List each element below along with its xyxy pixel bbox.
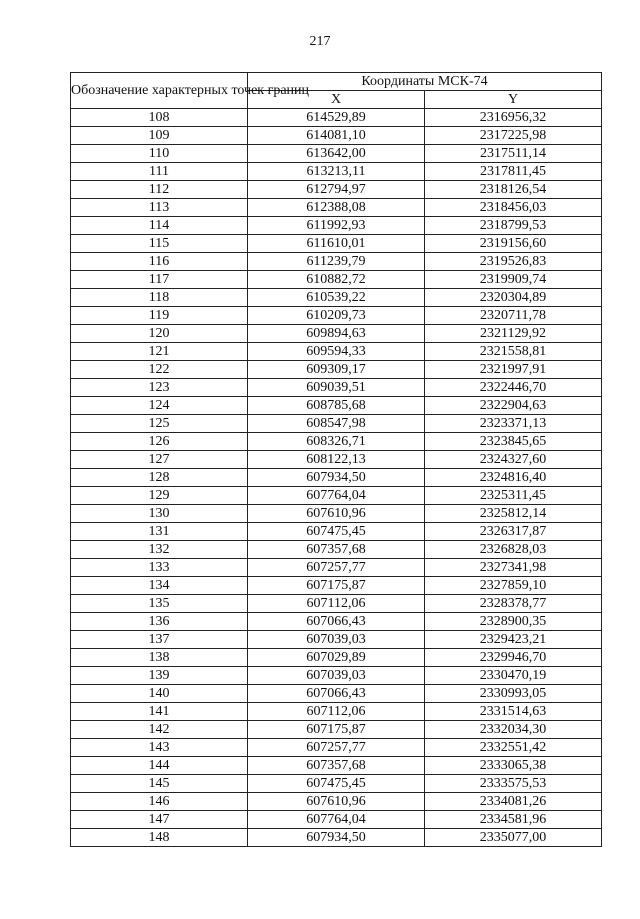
cell-x: 607357,68 bbox=[248, 541, 425, 559]
cell-x: 607112,06 bbox=[248, 595, 425, 613]
cell-x: 607066,43 bbox=[248, 613, 425, 631]
cell-y: 2325812,14 bbox=[425, 505, 602, 523]
table-row bbox=[71, 109, 602, 127]
cell-point: 135 bbox=[71, 595, 248, 613]
cell-point: 115 bbox=[71, 235, 248, 253]
cell-y: 2324816,40 bbox=[425, 469, 602, 487]
cell-point: 120 bbox=[71, 325, 248, 343]
cell-y: 2322446,70 bbox=[425, 379, 602, 397]
cell-x: 608785,68 bbox=[248, 397, 425, 415]
cell-point: 127 bbox=[71, 451, 248, 469]
cell-point: 125 bbox=[71, 415, 248, 433]
cell-x: 613213,11 bbox=[248, 163, 425, 181]
cell-point: 140 bbox=[71, 685, 248, 703]
cell-point: 110 bbox=[71, 145, 248, 163]
table-body bbox=[71, 109, 602, 847]
table-row bbox=[71, 793, 602, 811]
table-row bbox=[71, 541, 602, 559]
cell-point: 137 bbox=[71, 631, 248, 649]
cell-x: 609894,63 bbox=[248, 325, 425, 343]
cell-point: 108 bbox=[71, 109, 248, 127]
cell-x: 609594,33 bbox=[248, 343, 425, 361]
cell-point: 134 bbox=[71, 577, 248, 595]
cell-point: 113 bbox=[71, 199, 248, 217]
cell-point: 145 bbox=[71, 775, 248, 793]
cell-point: 126 bbox=[71, 433, 248, 451]
cell-y: 2324327,60 bbox=[425, 451, 602, 469]
cell-point: 114 bbox=[71, 217, 248, 235]
table-row bbox=[71, 829, 602, 847]
cell-y: 2330470,19 bbox=[425, 667, 602, 685]
header-y: Y bbox=[425, 91, 602, 109]
cell-y: 2327341,98 bbox=[425, 559, 602, 577]
cell-point: 118 bbox=[71, 289, 248, 307]
cell-point: 116 bbox=[71, 253, 248, 271]
table-row bbox=[71, 451, 602, 469]
cell-x: 607175,87 bbox=[248, 577, 425, 595]
cell-y: 2321558,81 bbox=[425, 343, 602, 361]
header-point-designation: Обозначение характерных точек границ bbox=[71, 73, 248, 109]
table-row bbox=[71, 379, 602, 397]
cell-x: 607610,96 bbox=[248, 793, 425, 811]
cell-y: 2321129,92 bbox=[425, 325, 602, 343]
table-row bbox=[71, 811, 602, 829]
cell-y: 2323371,13 bbox=[425, 415, 602, 433]
cell-x: 613642,00 bbox=[248, 145, 425, 163]
page-number: 217 bbox=[309, 34, 331, 49]
table-row bbox=[71, 433, 602, 451]
cell-y: 2317811,45 bbox=[425, 163, 602, 181]
cell-y: 2316956,32 bbox=[425, 109, 602, 127]
cell-y: 2318456,03 bbox=[425, 199, 602, 217]
table-row bbox=[71, 469, 602, 487]
cell-point: 112 bbox=[71, 181, 248, 199]
table-row bbox=[71, 505, 602, 523]
cell-point: 117 bbox=[71, 271, 248, 289]
cell-x: 610209,73 bbox=[248, 307, 425, 325]
cell-point: 122 bbox=[71, 361, 248, 379]
cell-y: 2326828,03 bbox=[425, 541, 602, 559]
cell-y: 2333065,38 bbox=[425, 757, 602, 775]
cell-point: 142 bbox=[71, 721, 248, 739]
cell-point: 121 bbox=[71, 343, 248, 361]
table-row bbox=[71, 235, 602, 253]
cell-x: 612794,97 bbox=[248, 181, 425, 199]
cell-point: 146 bbox=[71, 793, 248, 811]
table-row bbox=[71, 199, 602, 217]
cell-y: 2318126,54 bbox=[425, 181, 602, 199]
cell-point: 123 bbox=[71, 379, 248, 397]
table-row bbox=[71, 613, 602, 631]
table-row bbox=[71, 703, 602, 721]
table-row bbox=[71, 739, 602, 757]
cell-x: 607257,77 bbox=[248, 739, 425, 757]
cell-x: 614081,10 bbox=[248, 127, 425, 145]
table-row bbox=[71, 181, 602, 199]
cell-x: 611610,01 bbox=[248, 235, 425, 253]
table-row bbox=[71, 325, 602, 343]
cell-point: 143 bbox=[71, 739, 248, 757]
table-row bbox=[71, 523, 602, 541]
cell-y: 2318799,53 bbox=[425, 217, 602, 235]
cell-y: 2322904,63 bbox=[425, 397, 602, 415]
table-row bbox=[71, 415, 602, 433]
cell-point: 144 bbox=[71, 757, 248, 775]
cell-x: 608122,13 bbox=[248, 451, 425, 469]
cell-point: 109 bbox=[71, 127, 248, 145]
table-row bbox=[71, 127, 602, 145]
cell-y: 2319156,60 bbox=[425, 235, 602, 253]
table-row bbox=[71, 271, 602, 289]
cell-point: 128 bbox=[71, 469, 248, 487]
cell-y: 2317511,14 bbox=[425, 145, 602, 163]
cell-y: 2329423,21 bbox=[425, 631, 602, 649]
cell-x: 607475,45 bbox=[248, 775, 425, 793]
cell-y: 2327859,10 bbox=[425, 577, 602, 595]
cell-point: 148 bbox=[71, 829, 248, 847]
cell-x: 607357,68 bbox=[248, 757, 425, 775]
cell-x: 607475,45 bbox=[248, 523, 425, 541]
table-row bbox=[71, 577, 602, 595]
cell-x: 614529,89 bbox=[248, 109, 425, 127]
table-row bbox=[71, 217, 602, 235]
cell-y: 2333575,53 bbox=[425, 775, 602, 793]
cell-x: 607257,77 bbox=[248, 559, 425, 577]
cell-y: 2328378,77 bbox=[425, 595, 602, 613]
cell-x: 608547,98 bbox=[248, 415, 425, 433]
cell-point: 133 bbox=[71, 559, 248, 577]
table-row bbox=[71, 649, 602, 667]
table-row bbox=[71, 667, 602, 685]
cell-x: 607039,03 bbox=[248, 667, 425, 685]
cell-x: 608326,71 bbox=[248, 433, 425, 451]
cell-y: 2326317,87 bbox=[425, 523, 602, 541]
cell-point: 147 bbox=[71, 811, 248, 829]
table-row bbox=[71, 631, 602, 649]
cell-y: 2321997,91 bbox=[425, 361, 602, 379]
table-row bbox=[71, 361, 602, 379]
header-x: X bbox=[248, 91, 425, 109]
cell-x: 611239,79 bbox=[248, 253, 425, 271]
cell-y: 2331514,63 bbox=[425, 703, 602, 721]
cell-y: 2325311,45 bbox=[425, 487, 602, 505]
cell-x: 607175,87 bbox=[248, 721, 425, 739]
table-row bbox=[71, 343, 602, 361]
cell-x: 607610,96 bbox=[248, 505, 425, 523]
cell-point: 129 bbox=[71, 487, 248, 505]
table-row bbox=[71, 253, 602, 271]
cell-y: 2323845,65 bbox=[425, 433, 602, 451]
cell-y: 2335077,00 bbox=[425, 829, 602, 847]
cell-y: 2334081,26 bbox=[425, 793, 602, 811]
table-row bbox=[71, 397, 602, 415]
cell-x: 611992,93 bbox=[248, 217, 425, 235]
cell-x: 607934,50 bbox=[248, 829, 425, 847]
cell-point: 131 bbox=[71, 523, 248, 541]
cell-x: 607039,03 bbox=[248, 631, 425, 649]
cell-x: 610882,72 bbox=[248, 271, 425, 289]
table-row bbox=[71, 721, 602, 739]
cell-x: 612388,08 bbox=[248, 199, 425, 217]
cell-point: 139 bbox=[71, 667, 248, 685]
cell-y: 2329946,70 bbox=[425, 649, 602, 667]
cell-x: 607764,04 bbox=[248, 487, 425, 505]
cell-point: 130 bbox=[71, 505, 248, 523]
cell-y: 2320304,89 bbox=[425, 289, 602, 307]
cell-point: 141 bbox=[71, 703, 248, 721]
cell-y: 2332034,30 bbox=[425, 721, 602, 739]
cell-x: 607764,04 bbox=[248, 811, 425, 829]
cell-x: 609309,17 bbox=[248, 361, 425, 379]
header-coordinates: Координаты МСК-74 bbox=[248, 73, 602, 91]
cell-x: 607934,50 bbox=[248, 469, 425, 487]
table-row bbox=[71, 163, 602, 181]
cell-y: 2319526,83 bbox=[425, 253, 602, 271]
cell-y: 2320711,78 bbox=[425, 307, 602, 325]
cell-y: 2330993,05 bbox=[425, 685, 602, 703]
cell-y: 2319909,74 bbox=[425, 271, 602, 289]
table-row bbox=[71, 559, 602, 577]
table-row bbox=[71, 487, 602, 505]
cell-y: 2317225,98 bbox=[425, 127, 602, 145]
table-row bbox=[71, 145, 602, 163]
table-row bbox=[71, 685, 602, 703]
cell-point: 138 bbox=[71, 649, 248, 667]
cell-x: 607066,43 bbox=[248, 685, 425, 703]
cell-y: 2328900,35 bbox=[425, 613, 602, 631]
table-row bbox=[71, 289, 602, 307]
cell-point: 111 bbox=[71, 163, 248, 181]
cell-x: 609039,51 bbox=[248, 379, 425, 397]
cell-y: 2332551,42 bbox=[425, 739, 602, 757]
cell-x: 607112,06 bbox=[248, 703, 425, 721]
table-row bbox=[71, 595, 602, 613]
cell-point: 136 bbox=[71, 613, 248, 631]
table-row bbox=[71, 757, 602, 775]
table-row bbox=[71, 775, 602, 793]
cell-point: 119 bbox=[71, 307, 248, 325]
cell-point: 124 bbox=[71, 397, 248, 415]
table-row bbox=[71, 307, 602, 325]
cell-y: 2334581,96 bbox=[425, 811, 602, 829]
cell-point: 132 bbox=[71, 541, 248, 559]
coordinates-table bbox=[70, 72, 602, 847]
cell-x: 610539,22 bbox=[248, 289, 425, 307]
cell-x: 607029,89 bbox=[248, 649, 425, 667]
